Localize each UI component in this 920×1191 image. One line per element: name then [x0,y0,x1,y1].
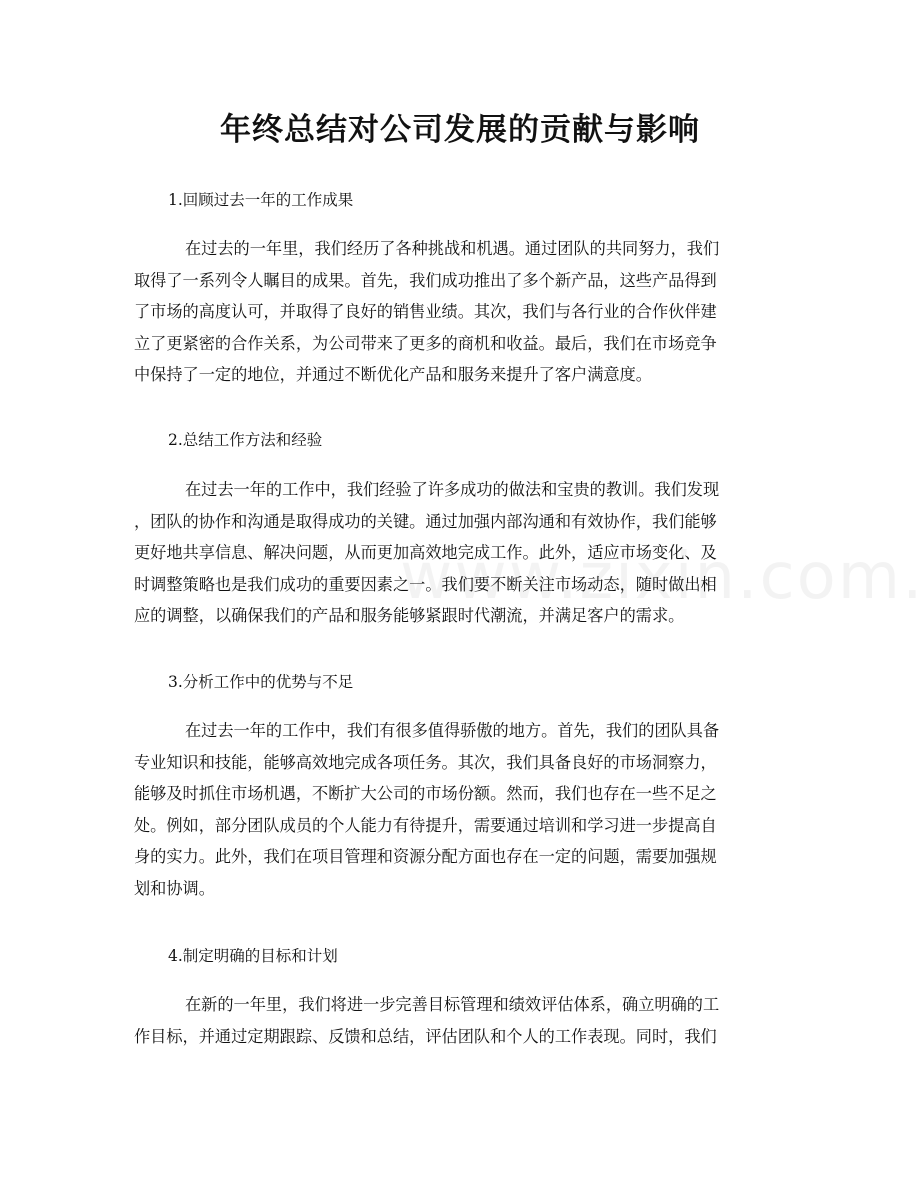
paragraph-line: 在新的一年里，我们将进一步完善目标管理和绩效评估体系，确立明确的工 [185,995,720,1014]
section-1-paragraph [134,233,795,391]
paragraph-line: 作目标，并通过定期跟踪、反馈和总结，评估团队和个人的工作表现。同时，我们 [134,1026,717,1046]
paragraph-line: 应的调整，以确保我们的产品和服务能够紧跟时代潮流，并满足客户的需求。 [134,606,685,626]
paragraph-line: 处。例如，部分团队成员的个人能力有待提升，需要通过培训和学习进一步提高自 [134,815,717,835]
paragraph-line: 专业知识和技能，能够高效地完成各项任务。其次，我们具备良好的市场洞察力， [134,752,717,772]
document-title: 年终总结对公司发展的贡献与影响 [220,112,700,148]
section-4-heading: 4.制定明确的目标和计划 [168,947,338,965]
paragraph-line: 中保持了一定的地位，并通过不断优化产品和服务来提升了客户满意度。 [134,365,652,385]
paragraph-line: 划和协调。 [134,878,215,898]
paragraph-line: 立了更紧密的合作关系，为公司带来了更多的商机和收益。最后，我们在市场竞争 [134,333,717,353]
paragraph-line: 身的实力。此外，我们在项目管理和资源分配方面也存在一定的问题，需要加强规 [134,847,717,867]
paragraph-line: 时调整策略也是我们成功的重要因素之一。我们要不断关注市场动态，随时做出相 [134,574,717,594]
paragraph-line: 了市场的高度认可，并取得了良好的销售业绩。其次，我们与各行业的合作伙伴建 [134,302,717,322]
paragraph-line: 取得了一系列令人瞩目的成果。首先，我们成功推出了多个新产品，这些产品得到 [134,270,717,290]
paragraph-line: ，团队的协作和沟通是取得成功的关键。通过加强内部沟通和有效协作，我们能够 [134,511,717,531]
paragraph-line: 在过去一年的工作中，我们有很多值得骄傲的地方。首先，我们的团队具备 [185,721,720,740]
paragraph-line: 在过去一年的工作中，我们经验了许多成功的做法和宝贵的教训。我们发现 [185,480,720,499]
paragraph-line: 在过去的一年里，我们经历了各种挑战和机遇。通过团队的共同努力，我们 [185,239,720,258]
section-1-heading: 1.回顾过去一年的工作成果 [168,191,354,209]
paragraph-line: 更好地共享信息、解决问题，从而更加高效地完成工作。此外，适应市场变化、及 [134,543,717,563]
paragraph-line: 能够及时抓住市场机遇，不断扩大公司的市场份额。然而，我们也存在一些不足之 [134,784,717,804]
section-2-paragraph [134,474,795,632]
section-3-heading: 3.分析工作中的优势与不足 [168,673,354,691]
section-4-paragraph [134,989,795,1052]
section-2-heading: 2.总结工作方法和经验 [168,431,323,449]
section-3-paragraph [134,715,795,905]
